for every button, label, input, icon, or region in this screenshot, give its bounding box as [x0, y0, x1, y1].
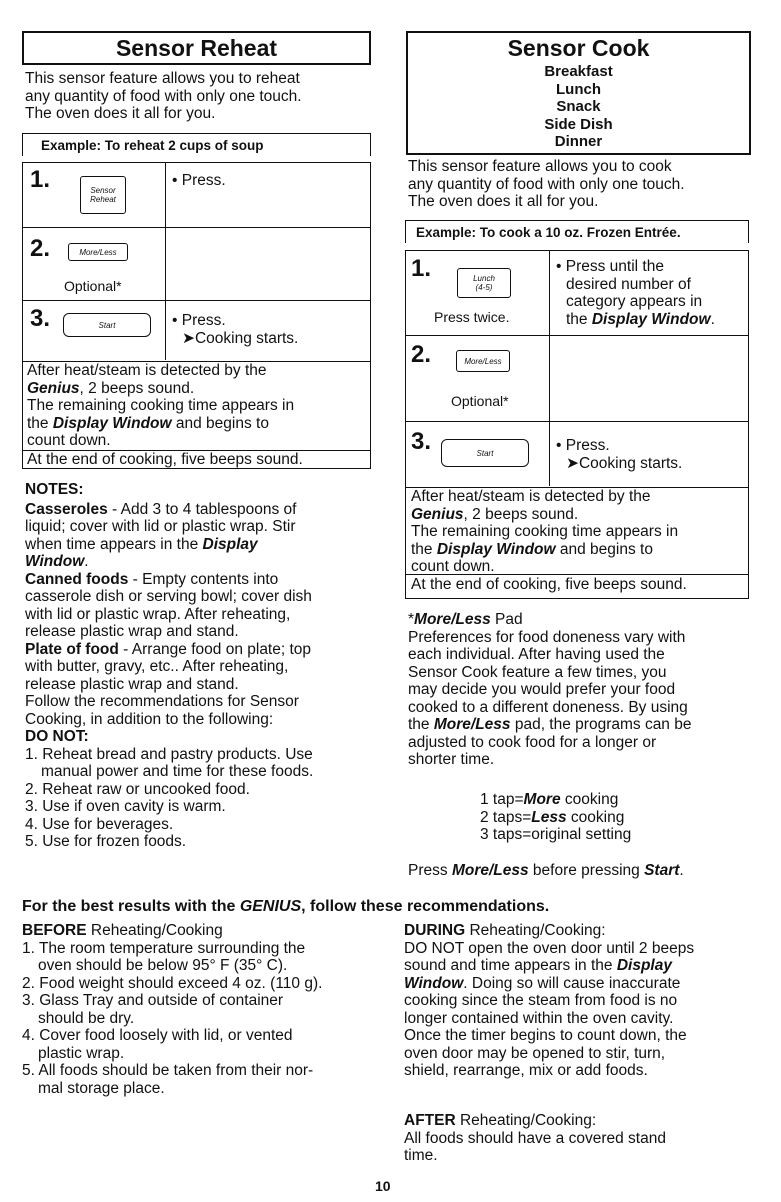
after-rest: , 2 beeps sound. — [463, 505, 579, 523]
before-item: 3. Glass Tray and outside of container — [22, 992, 284, 1009]
do-not-item: manual power and time for these foods. — [41, 763, 314, 780]
reheat-example-text: Example: To reheat 2 cups of soup — [41, 138, 264, 153]
before-label: BEFORE — [22, 922, 87, 939]
after-line: The remaining cooking time appears in — [27, 397, 295, 414]
body-line: cooked to a different doneness. By using — [408, 698, 688, 716]
tap-part: 2 taps= — [480, 808, 532, 826]
during-line: shield, rearrange, mix or add foods. — [404, 1062, 648, 1079]
heading-rest: Pad — [490, 611, 523, 628]
cook-step-3-text — [556, 437, 682, 472]
before-item: 5. All foods should be taken from their nor- — [22, 1062, 314, 1079]
reheat-step-2-number: 2. — [30, 235, 51, 262]
category-item: Side Dish — [544, 115, 613, 133]
key-label: Lunch — [473, 274, 495, 283]
category-item: Snack — [556, 98, 601, 115]
more-less-key[interactable] — [68, 243, 128, 261]
step-text: • Press until the — [556, 258, 664, 275]
body-part: pad, the programs can be — [510, 716, 692, 733]
genius-em: Genius — [411, 505, 464, 523]
reheat-step-3-number: 3. — [30, 305, 51, 332]
during-label: DURING — [404, 922, 466, 939]
heading-rest: Reheating/Cooking: — [465, 922, 606, 939]
step-text: desired number of — [566, 275, 691, 293]
body-line: each individual. After having used the — [408, 646, 665, 663]
before-item: plastic wrap. — [38, 1044, 125, 1062]
do-not-item: 1. Reheat bread and pastry products. Use — [25, 745, 313, 763]
cook-step-2-optional: Optional* — [451, 393, 509, 409]
note-casseroles — [25, 501, 375, 571]
reheat-step-1-number: 1. — [30, 166, 51, 193]
do-not-item: 2. Reheat raw or uncooked food. — [25, 780, 250, 798]
note-text: with lid or plastic wrap. After reheating, — [25, 605, 291, 623]
during-part: . Doing so will cause inaccurate — [463, 974, 681, 992]
intro-line: The oven does it all for you. — [25, 105, 216, 122]
sensor-cook-title: Sensor Cook — [507, 35, 650, 61]
more-less-key[interactable] — [456, 350, 510, 372]
after-section — [404, 1112, 774, 1165]
key-label: More/Less — [79, 247, 117, 257]
before-item: mal storage place. — [38, 1079, 165, 1097]
cook-example-box — [405, 220, 749, 243]
note-text: with butter, gravy, etc.. After reheating, — [25, 658, 289, 675]
category-list — [408, 63, 749, 151]
note-text: - Empty contents into — [128, 570, 279, 588]
note-label: Casseroles — [25, 500, 108, 518]
after-part: the — [411, 540, 437, 558]
sensor-cook-intro — [408, 158, 768, 211]
body-line: Sensor Cook feature a few times, you — [408, 663, 667, 681]
heading-rest: Reheating/Cooking: — [455, 1112, 597, 1129]
after-part: and begins to — [171, 414, 269, 432]
cook-step-1-text — [556, 258, 751, 328]
after-line — [27, 380, 372, 398]
step-part: . — [710, 310, 715, 328]
do-not-item: 4. Use for beverages. — [25, 815, 174, 833]
before-item: 4. Cover food loosely with lid, or vented — [22, 1027, 293, 1044]
cook-step-1-number: 1. — [411, 255, 432, 282]
more-less-pad-section — [408, 611, 773, 769]
more-less-heading — [408, 611, 773, 629]
cook-step-3-number: 3. — [411, 428, 432, 455]
intro-line: The oven does it all for you. — [408, 193, 599, 210]
cook-after-text — [411, 488, 751, 576]
after-line: count down. — [27, 432, 111, 449]
step-part: the — [566, 310, 592, 328]
key-label: Sensor — [90, 186, 116, 195]
note-text: - Arrange food on plate; top — [118, 640, 312, 658]
after-line — [411, 506, 751, 524]
body-line: shorter time. — [408, 751, 495, 768]
window-em: Window — [404, 974, 464, 992]
start-key[interactable] — [441, 439, 529, 467]
step-text: category appears in — [566, 293, 703, 310]
during-section — [404, 922, 774, 1080]
during-part: sound and time appears in the — [404, 957, 617, 974]
reheat-example-box — [22, 133, 371, 156]
after-part: and begins to — [555, 540, 653, 558]
display-window-em: Display Window — [436, 540, 556, 558]
after-line: After heat/steam is detected by the — [27, 362, 267, 379]
before-heading — [22, 922, 382, 940]
note-text: when time appears in the — [25, 535, 203, 553]
note-canned-foods — [25, 571, 375, 641]
category-item: Breakfast — [544, 63, 613, 80]
before-item: 2. Food weight should exceed 4 oz. (110 g). — [22, 974, 323, 992]
key-label: (4-5) — [475, 283, 493, 292]
sensor-cook-title-box — [406, 31, 751, 155]
do-not-list — [25, 746, 375, 851]
key-label: Start — [98, 320, 116, 330]
do-not-heading: DO NOT: — [25, 728, 89, 745]
tap-part: cooking — [560, 791, 619, 808]
note-text: release plastic wrap and stand. — [25, 623, 239, 640]
more-less-em: More/Less — [451, 862, 529, 879]
cook-step-1-sub: Press twice. — [434, 309, 510, 325]
during-line: Once the timer begins to count down, the — [404, 1027, 687, 1044]
note-text: Cooking, in addition to the following: — [25, 710, 274, 728]
genius-recommendations-headline — [22, 898, 549, 916]
tap-part: 1 tap= — [480, 791, 524, 808]
window-em: Window — [25, 553, 85, 570]
during-line: oven door may be opened to stir, turn, — [404, 1044, 666, 1062]
reheat-step-2-optional: Optional* — [64, 278, 122, 294]
tap-1 — [480, 791, 631, 809]
reheat-after-end: At the end of cooking, five beeps sound. — [27, 451, 303, 468]
cook-step-2-number: 2. — [411, 341, 432, 368]
after-label: AFTER — [404, 1112, 456, 1129]
cook-after-end: At the end of cooking, five beeps sound. — [411, 576, 687, 593]
note-label: Canned foods — [25, 570, 129, 588]
page-number: 10 — [375, 1178, 391, 1194]
after-line: time. — [404, 1147, 438, 1164]
key-label: More/Less — [464, 356, 502, 366]
notes-heading: NOTES: — [25, 481, 84, 498]
note-part: Press — [408, 862, 452, 879]
during-heading — [404, 922, 774, 940]
step-text: ➤Cooking starts. — [182, 329, 299, 347]
press-more-less-note — [408, 862, 684, 880]
step-text: • Press. — [556, 437, 610, 454]
tap-3: 3 taps=original setting — [480, 826, 632, 843]
during-line: DO NOT open the oven door until 2 beeps — [404, 939, 695, 957]
key-label: Reheat — [90, 195, 116, 204]
genius-em: Genius — [27, 379, 80, 397]
reheat-step-3-text — [172, 312, 298, 347]
note-plate-of-food — [25, 641, 375, 729]
headline-part: , follow these recommendations. — [301, 898, 550, 915]
note-text: release plastic wrap and stand. — [25, 675, 239, 693]
note-text: . — [84, 553, 89, 570]
step-text: • Press. — [172, 312, 226, 329]
step-text: ➤Cooking starts. — [566, 454, 683, 472]
before-item: should be dry. — [38, 1009, 135, 1027]
note-text: Follow the recommendations for Sensor — [25, 693, 299, 710]
lunch-key[interactable] — [457, 268, 511, 298]
during-line — [404, 957, 774, 975]
asterisk: * — [408, 611, 415, 628]
after-line — [27, 415, 372, 433]
body-line — [408, 716, 773, 734]
taps-list — [480, 791, 631, 844]
notes-section — [25, 481, 375, 851]
after-heading — [404, 1112, 774, 1130]
during-line: cooking since the steam from food is no — [404, 992, 678, 1009]
cook-example-text: Example: To cook a 10 oz. Frozen Entrée. — [416, 225, 681, 240]
after-line: count down. — [411, 558, 495, 575]
step-text — [556, 311, 751, 329]
heading-rest: Reheating/Cooking — [86, 922, 223, 939]
body-line: may decide you would prefer your food — [408, 681, 676, 698]
reheat-after-text — [27, 362, 372, 450]
headline-part: For the best results with the — [22, 898, 240, 915]
more-less-em: More/Less — [414, 611, 491, 628]
sensor-reheat-key[interactable] — [80, 176, 126, 214]
sensor-reheat-title: Sensor Reheat — [22, 31, 371, 65]
start-key[interactable] — [63, 313, 151, 337]
genius-em: GENIUS — [239, 898, 302, 915]
intro-line: any quantity of food with only one touch. — [408, 175, 685, 193]
body-line: Preferences for food doneness vary with — [408, 628, 686, 646]
reheat-step-1-text: • Press. — [172, 172, 226, 189]
more-less-em: More/Less — [433, 716, 511, 733]
note-text: - Add 3 to 4 tablespoons of — [107, 500, 297, 518]
note-part: . — [679, 862, 684, 879]
note-part: before pressing — [528, 862, 645, 879]
intro-line: any quantity of food with only one touch. — [25, 87, 302, 105]
display-em: Display — [202, 535, 258, 553]
sensor-reheat-intro — [25, 70, 370, 123]
note-text: liquid; cover with lid or plastic wrap. Stir — [25, 518, 296, 535]
key-label: Start — [476, 448, 494, 458]
body-line: adjusted to cook food for a longer or — [408, 733, 657, 751]
intro-line: This sensor feature allows you to cook — [408, 158, 672, 175]
after-line: All foods should have a covered stand — [404, 1129, 666, 1147]
after-line: The remaining cooking time appears in — [411, 523, 679, 540]
during-line: longer contained within the oven cavity. — [404, 1009, 674, 1027]
tap-part: cooking — [566, 808, 625, 826]
more-em: More — [523, 791, 561, 808]
before-section — [22, 922, 382, 1097]
display-window-em: Display Window — [52, 414, 172, 432]
display-window-em: Display Window — [591, 310, 711, 328]
after-line — [411, 541, 751, 559]
tap-2 — [480, 809, 631, 827]
during-line — [404, 975, 774, 993]
start-em: Start — [644, 862, 680, 879]
before-item: oven should be below 95° F (35° C). — [38, 957, 288, 974]
note-label: Plate of food — [25, 640, 119, 658]
do-not-item: 5. Use for frozen foods. — [25, 833, 187, 850]
after-line: After heat/steam is detected by the — [411, 488, 651, 505]
note-text: casserole dish or serving bowl; cover dish — [25, 588, 312, 605]
body-part: the — [408, 716, 434, 733]
after-part: the — [27, 414, 53, 432]
do-not-item: 3. Use if oven cavity is warm. — [25, 798, 226, 815]
before-item: 1. The room temperature surrounding the — [22, 939, 306, 957]
intro-line: This sensor feature allows you to reheat — [25, 70, 300, 87]
display-em: Display — [616, 957, 672, 974]
less-em: Less — [531, 808, 567, 826]
after-rest: , 2 beeps sound. — [79, 379, 195, 397]
category-item: Dinner — [554, 133, 603, 150]
category-item: Lunch — [556, 80, 601, 98]
